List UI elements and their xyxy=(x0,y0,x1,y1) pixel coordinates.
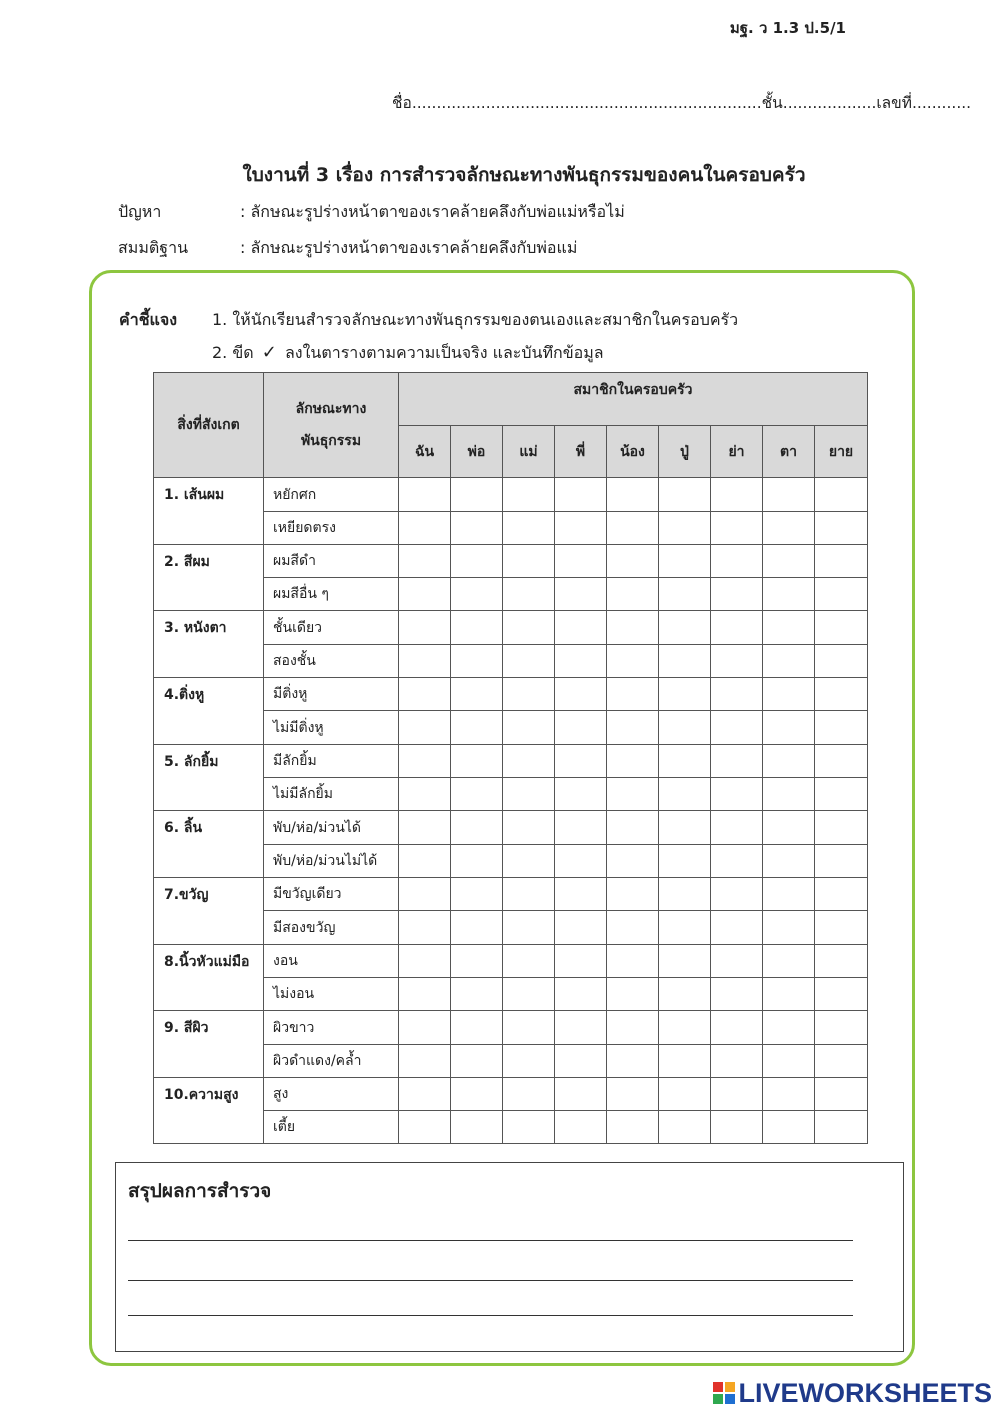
trait-label: มีติ่งหู xyxy=(264,678,399,711)
instruction-item-2 xyxy=(212,341,604,366)
check-cell[interactable] xyxy=(451,945,503,978)
check-cell[interactable] xyxy=(815,545,868,578)
check-cell[interactable] xyxy=(659,1011,711,1045)
check-cell[interactable] xyxy=(555,745,607,778)
header-trait-line-2: พันธุกรรม xyxy=(300,433,362,449)
trait-label: หยักศก xyxy=(264,478,399,512)
trait-label: ผมสีอื่น ๆ xyxy=(264,578,399,611)
check-cell[interactable] xyxy=(815,478,868,512)
trait-label: ชั้นเดียว xyxy=(264,611,399,645)
liveworksheets-logo-icon xyxy=(713,1382,735,1404)
trait-label: สองชั้น xyxy=(264,645,399,678)
check-cell[interactable] xyxy=(763,978,815,1011)
check-cell[interactable] xyxy=(503,778,555,811)
member-header-8: ยาย xyxy=(815,426,868,478)
member-header-3: พี่ xyxy=(555,426,607,478)
check-cell[interactable] xyxy=(763,512,815,545)
check-cell[interactable] xyxy=(659,845,711,878)
check-cell[interactable] xyxy=(711,811,763,845)
check-cell[interactable] xyxy=(659,711,711,745)
check-cell[interactable] xyxy=(555,711,607,745)
check-cell[interactable] xyxy=(607,645,659,678)
check-cell[interactable] xyxy=(763,611,815,645)
check-cell[interactable] xyxy=(763,811,815,845)
observed-feature: 8.นิ้วหัวแม่มือ xyxy=(154,945,264,1011)
check-cell[interactable] xyxy=(659,1045,711,1078)
check-cell[interactable] xyxy=(711,778,763,811)
check-cell[interactable] xyxy=(503,845,555,878)
check-cell[interactable] xyxy=(659,811,711,845)
check-cell[interactable] xyxy=(503,1111,555,1144)
check-cell[interactable] xyxy=(815,678,868,711)
table-row xyxy=(154,1011,868,1045)
check-cell[interactable] xyxy=(711,1078,763,1111)
check-cell[interactable] xyxy=(607,778,659,811)
check-cell[interactable] xyxy=(451,545,503,578)
worksheet-title: ใบงานที่ 3 เรื่อง การสำรวจลักษณะทางพันธุกรรมของคนในครอบครัว xyxy=(242,164,806,186)
summary-answer-line[interactable] xyxy=(128,1315,853,1316)
check-cell[interactable] xyxy=(451,745,503,778)
hypothesis-row xyxy=(118,236,577,261)
summary-answer-line[interactable] xyxy=(128,1240,853,1241)
trait-label: พับ/ห่อ/ม่วนได้ xyxy=(264,811,399,845)
check-cell[interactable] xyxy=(555,1045,607,1078)
check-cell[interactable] xyxy=(555,645,607,678)
check-cell[interactable] xyxy=(503,1011,555,1045)
genetic-traits-table xyxy=(153,372,868,1144)
check-cell[interactable] xyxy=(607,678,659,711)
check-cell[interactable] xyxy=(815,745,868,778)
trait-label: ไม่งอน xyxy=(264,978,399,1011)
check-cell[interactable] xyxy=(503,1078,555,1111)
summary-title: สรุปผลการสำรวจ xyxy=(128,1180,272,1202)
check-cell[interactable] xyxy=(607,1078,659,1111)
check-cell[interactable] xyxy=(711,845,763,878)
check-cell[interactable] xyxy=(711,945,763,978)
check-cell[interactable] xyxy=(659,1078,711,1111)
trait-label: ผิวขาว xyxy=(264,1011,399,1045)
check-cell[interactable] xyxy=(399,1045,451,1078)
trait-label: พับ/ห่อ/ม่วนไม่ได้ xyxy=(264,845,399,878)
check-cell[interactable] xyxy=(503,878,555,911)
check-cell[interactable] xyxy=(607,1011,659,1045)
check-cell[interactable] xyxy=(607,478,659,512)
check-mark-icon: ✓ xyxy=(261,342,277,363)
check-cell[interactable] xyxy=(607,611,659,645)
table-row xyxy=(154,745,868,778)
check-cell[interactable] xyxy=(815,578,868,611)
check-cell[interactable] xyxy=(451,678,503,711)
observed-feature: 5. ลักยิ้ม xyxy=(154,745,264,811)
table-row xyxy=(154,878,868,911)
problem-row xyxy=(118,200,625,225)
member-header-1: พ่อ xyxy=(451,426,503,478)
check-cell[interactable] xyxy=(711,512,763,545)
check-cell[interactable] xyxy=(503,978,555,1011)
member-header-0: ฉัน xyxy=(399,426,451,478)
check-cell[interactable] xyxy=(451,845,503,878)
check-cell[interactable] xyxy=(503,645,555,678)
observed-feature: 4.ติ่งหู xyxy=(154,678,264,745)
check-cell[interactable] xyxy=(659,1111,711,1144)
check-cell[interactable] xyxy=(815,1045,868,1078)
check-cell[interactable] xyxy=(503,911,555,945)
check-cell[interactable] xyxy=(763,945,815,978)
check-cell[interactable] xyxy=(815,811,868,845)
check-cell[interactable] xyxy=(555,778,607,811)
check-cell[interactable] xyxy=(815,512,868,545)
check-cell[interactable] xyxy=(711,1111,763,1144)
check-cell[interactable] xyxy=(451,711,503,745)
check-cell[interactable] xyxy=(607,811,659,845)
check-cell[interactable] xyxy=(815,645,868,678)
check-cell[interactable] xyxy=(503,678,555,711)
check-cell[interactable] xyxy=(503,811,555,845)
trait-label: มีลักยิ้ม xyxy=(264,745,399,778)
check-cell[interactable] xyxy=(763,478,815,512)
check-cell[interactable] xyxy=(815,878,868,911)
check-cell[interactable] xyxy=(711,545,763,578)
check-cell[interactable] xyxy=(555,1111,607,1144)
check-cell[interactable] xyxy=(763,778,815,811)
table-row xyxy=(154,1078,868,1111)
check-cell[interactable] xyxy=(451,778,503,811)
check-cell[interactable] xyxy=(607,1111,659,1144)
check-cell[interactable] xyxy=(399,678,451,711)
table-row xyxy=(154,678,868,711)
check-cell[interactable] xyxy=(763,745,815,778)
check-cell[interactable] xyxy=(607,545,659,578)
check-cell[interactable] xyxy=(555,911,607,945)
check-cell[interactable] xyxy=(763,1011,815,1045)
check-cell[interactable] xyxy=(815,1111,868,1144)
check-cell[interactable] xyxy=(555,512,607,545)
check-cell[interactable] xyxy=(763,645,815,678)
check-cell[interactable] xyxy=(451,645,503,678)
trait-label: เหยียดตรง xyxy=(264,512,399,545)
check-cell[interactable] xyxy=(555,845,607,878)
check-cell[interactable] xyxy=(399,478,451,512)
trait-label: มีสองขวัญ xyxy=(264,911,399,945)
trait-label: ไม่มีลักยิ้ม xyxy=(264,778,399,811)
check-cell[interactable] xyxy=(763,1111,815,1144)
check-cell[interactable] xyxy=(711,878,763,911)
member-header-6: ย่า xyxy=(711,426,763,478)
check-cell[interactable] xyxy=(503,578,555,611)
check-cell[interactable] xyxy=(503,711,555,745)
check-cell[interactable] xyxy=(711,478,763,512)
trait-label: งอน xyxy=(264,945,399,978)
check-cell[interactable] xyxy=(451,978,503,1011)
instruction-item-2-suffix: ลงในตารางตามความเป็นจริง และบันทึกข้อมูล xyxy=(284,343,604,362)
check-cell[interactable] xyxy=(399,778,451,811)
observed-feature: 9. สีผิว xyxy=(154,1011,264,1078)
check-cell[interactable] xyxy=(399,911,451,945)
table-row xyxy=(154,545,868,578)
check-cell[interactable] xyxy=(659,678,711,711)
table-row xyxy=(154,611,868,645)
check-cell[interactable] xyxy=(711,578,763,611)
observed-feature: 3. หนังตา xyxy=(154,611,264,678)
check-cell[interactable] xyxy=(711,611,763,645)
check-cell[interactable] xyxy=(451,1011,503,1045)
check-cell[interactable] xyxy=(399,711,451,745)
check-cell[interactable] xyxy=(451,1111,503,1144)
check-cell[interactable] xyxy=(555,1011,607,1045)
check-cell[interactable] xyxy=(659,978,711,1011)
check-cell[interactable] xyxy=(555,578,607,611)
problem-label: ปัญหา xyxy=(118,202,162,221)
check-cell[interactable] xyxy=(659,545,711,578)
check-cell[interactable] xyxy=(815,1011,868,1045)
standard-code: มฐ. ว 1.3 ป.5/1 xyxy=(729,19,846,37)
trait-label: ไม่มีติ่งหู xyxy=(264,711,399,745)
check-cell[interactable] xyxy=(607,878,659,911)
check-cell[interactable] xyxy=(607,845,659,878)
check-cell[interactable] xyxy=(399,1011,451,1045)
check-cell[interactable] xyxy=(555,678,607,711)
check-cell[interactable] xyxy=(451,911,503,945)
check-cell[interactable] xyxy=(815,911,868,945)
check-cell[interactable] xyxy=(399,945,451,978)
check-cell[interactable] xyxy=(815,945,868,978)
liveworksheets-logo-text: LIVEWORKSHEETS xyxy=(738,1378,992,1408)
member-header-4: น้อง xyxy=(607,426,659,478)
trait-label: ผิวดำแดง/คล้ำ xyxy=(264,1045,399,1078)
check-cell[interactable] xyxy=(451,611,503,645)
check-cell[interactable] xyxy=(399,745,451,778)
member-header-2: แม่ xyxy=(503,426,555,478)
check-cell[interactable] xyxy=(555,1078,607,1111)
check-cell[interactable] xyxy=(763,878,815,911)
check-cell[interactable] xyxy=(763,845,815,878)
check-cell[interactable] xyxy=(659,911,711,945)
check-cell[interactable] xyxy=(659,645,711,678)
check-cell[interactable] xyxy=(659,611,711,645)
observed-feature: 10.ความสูง xyxy=(154,1078,264,1144)
check-cell[interactable] xyxy=(399,978,451,1011)
check-cell[interactable] xyxy=(451,478,503,512)
student-info-line[interactable]: ชื่อ.......................................................................ชั้น...................เลขที่............ xyxy=(392,94,972,112)
check-cell[interactable] xyxy=(399,611,451,645)
check-cell[interactable] xyxy=(399,878,451,911)
check-cell[interactable] xyxy=(763,1045,815,1078)
header-observed: สิ่งที่สังเกต xyxy=(154,373,264,478)
check-cell[interactable] xyxy=(763,578,815,611)
check-cell[interactable] xyxy=(399,512,451,545)
instruction-item-1: 1. ให้นักเรียนสำรวจลักษณะทางพันธุกรรมของตนเองและสมาชิกในครอบครัว xyxy=(212,310,739,329)
check-cell[interactable] xyxy=(607,945,659,978)
check-cell[interactable] xyxy=(607,711,659,745)
check-cell[interactable] xyxy=(399,845,451,878)
check-cell[interactable] xyxy=(607,1045,659,1078)
check-cell[interactable] xyxy=(607,745,659,778)
header-trait xyxy=(264,373,399,478)
observed-feature: 7.ขวัญ xyxy=(154,878,264,945)
check-cell[interactable] xyxy=(711,711,763,745)
problem-text: : ลักษณะรูปร่างหน้าตาของเราคล้ายคลึงกับพ่อแม่หรือไม่ xyxy=(240,202,625,221)
check-cell[interactable] xyxy=(711,678,763,711)
check-cell[interactable] xyxy=(711,1045,763,1078)
trait-label: ผมสีดำ xyxy=(264,545,399,578)
check-cell[interactable] xyxy=(763,711,815,745)
check-cell[interactable] xyxy=(555,945,607,978)
summary-answer-line[interactable] xyxy=(128,1280,853,1281)
header-trait-line-1: ลักษณะทาง xyxy=(295,401,367,417)
check-cell[interactable] xyxy=(503,945,555,978)
check-cell[interactable] xyxy=(763,678,815,711)
check-cell[interactable] xyxy=(503,611,555,645)
check-cell[interactable] xyxy=(555,878,607,911)
trait-label: สูง xyxy=(264,1078,399,1111)
check-cell[interactable] xyxy=(555,811,607,845)
check-cell[interactable] xyxy=(763,911,815,945)
check-cell[interactable] xyxy=(763,1078,815,1111)
member-header-5: ปู่ xyxy=(659,426,711,478)
trait-label: เตี้ย xyxy=(264,1111,399,1144)
check-cell[interactable] xyxy=(503,512,555,545)
check-cell[interactable] xyxy=(711,1011,763,1045)
check-cell[interactable] xyxy=(607,978,659,1011)
check-cell[interactable] xyxy=(659,778,711,811)
check-cell[interactable] xyxy=(659,478,711,512)
check-cell[interactable] xyxy=(815,845,868,878)
observed-feature: 6. ลิ้น xyxy=(154,811,264,878)
check-cell[interactable] xyxy=(555,611,607,645)
check-cell[interactable] xyxy=(815,978,868,1011)
check-cell[interactable] xyxy=(399,1078,451,1111)
check-cell[interactable] xyxy=(659,945,711,978)
check-cell[interactable] xyxy=(711,645,763,678)
check-cell[interactable] xyxy=(659,745,711,778)
check-cell[interactable] xyxy=(763,545,815,578)
check-cell[interactable] xyxy=(815,711,868,745)
header-family-members: สมาชิกในครอบครัว xyxy=(399,373,868,426)
check-cell[interactable] xyxy=(555,478,607,512)
observed-feature: 1. เส้นผม xyxy=(154,478,264,545)
check-cell[interactable] xyxy=(503,745,555,778)
check-cell[interactable] xyxy=(399,811,451,845)
check-cell[interactable] xyxy=(399,1111,451,1144)
table-row xyxy=(154,811,868,845)
check-cell[interactable] xyxy=(607,512,659,545)
observed-feature: 2. สีผม xyxy=(154,545,264,611)
check-cell[interactable] xyxy=(555,545,607,578)
check-cell[interactable] xyxy=(815,611,868,645)
hypothesis-text: : ลักษณะรูปร่างหน้าตาของเราคล้ายคลึงกับพ่อแม่ xyxy=(240,238,578,257)
trait-label: มีขวัญเดียว xyxy=(264,878,399,911)
instructions-label: คำชี้แจง xyxy=(119,310,178,329)
check-cell[interactable] xyxy=(659,578,711,611)
check-cell[interactable] xyxy=(607,911,659,945)
check-cell[interactable] xyxy=(555,978,607,1011)
table-row xyxy=(154,945,868,978)
check-cell[interactable] xyxy=(399,645,451,678)
check-cell[interactable] xyxy=(815,778,868,811)
check-cell[interactable] xyxy=(451,578,503,611)
member-header-7: ตา xyxy=(763,426,815,478)
check-cell[interactable] xyxy=(503,545,555,578)
check-cell[interactable] xyxy=(399,545,451,578)
check-cell[interactable] xyxy=(659,878,711,911)
check-cell[interactable] xyxy=(659,512,711,545)
check-cell[interactable] xyxy=(451,512,503,545)
check-cell[interactable] xyxy=(815,1078,868,1111)
check-cell[interactable] xyxy=(451,811,503,845)
check-cell[interactable] xyxy=(711,745,763,778)
hypothesis-label: สมมติฐาน xyxy=(118,238,188,257)
check-cell[interactable] xyxy=(451,1078,503,1111)
instruction-item-2-prefix: 2. ขีด xyxy=(212,343,254,362)
check-cell[interactable] xyxy=(711,978,763,1011)
check-cell[interactable] xyxy=(503,478,555,512)
check-cell[interactable] xyxy=(399,578,451,611)
table-row xyxy=(154,478,868,512)
check-cell[interactable] xyxy=(451,1045,503,1078)
check-cell[interactable] xyxy=(711,911,763,945)
liveworksheets-logo xyxy=(713,1378,992,1409)
check-cell[interactable] xyxy=(451,878,503,911)
check-cell[interactable] xyxy=(503,1045,555,1078)
check-cell[interactable] xyxy=(607,578,659,611)
